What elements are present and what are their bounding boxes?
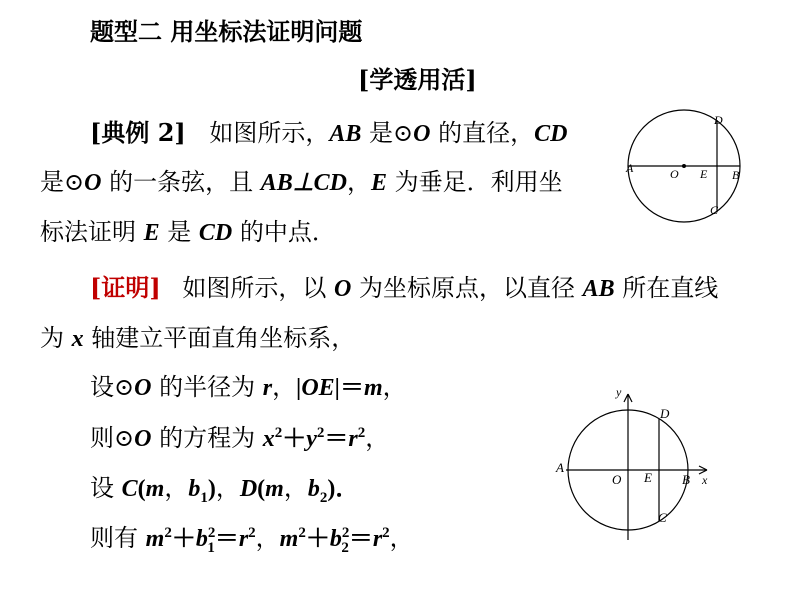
proof-line-3: 设⊙O 的半径为 r，|OE|＝m， bbox=[90, 373, 407, 401]
label-o: O bbox=[612, 472, 622, 487]
label-a: A bbox=[626, 161, 634, 175]
section-title: 题型二 用坐标法证明问题 bbox=[90, 17, 363, 46]
label-e: E bbox=[644, 470, 652, 485]
label-d: D bbox=[714, 113, 723, 127]
label-e: E bbox=[700, 167, 708, 181]
proof-line-2: 为 x 轴建立平面直角坐标系， bbox=[40, 324, 356, 352]
label-b: B bbox=[682, 472, 690, 487]
label-c: C bbox=[710, 203, 719, 217]
label-c: C bbox=[658, 510, 667, 525]
center-dot bbox=[682, 164, 686, 168]
label-b: B bbox=[732, 168, 740, 182]
proof-line-4: 则⊙O 的方程为 $x^2+y^2=r^2$， bbox=[90, 424, 390, 452]
circle-figure-1 bbox=[620, 108, 790, 228]
section-subtitle: [学透用活] bbox=[358, 65, 477, 94]
example-line-1: [典例 2] 如图所示，AB 是⊙O 的直径，CD bbox=[90, 118, 568, 147]
example-line-3: 标法证明 E 是 CD 的中点． bbox=[40, 218, 336, 246]
proof-line-5: 设 C(m，$b_1$)，D(m，$b_2$)． bbox=[90, 474, 360, 506]
label-x: x bbox=[702, 473, 708, 487]
label-a: A bbox=[556, 460, 564, 475]
label-o: O bbox=[670, 167, 679, 181]
label-d: D bbox=[660, 406, 670, 421]
example-label: [典例 2] bbox=[90, 118, 186, 147]
proof-line-1: [证明] 如图所示，以 O 为坐标原点，以直径 AB 所在直线 bbox=[90, 273, 719, 302]
example-line-2: 是⊙O 的一条弦，且 AB⊥CD，E 为垂足．利用坐 bbox=[40, 168, 563, 196]
circle-figure-2 bbox=[552, 380, 722, 545]
label-y: y bbox=[616, 385, 622, 399]
proof-label: [证明] bbox=[90, 273, 161, 302]
proof-line-6: 则有 $m^2+b^2_1=r^2$，$m^2+b^2_2=r^2$， bbox=[90, 524, 414, 556]
